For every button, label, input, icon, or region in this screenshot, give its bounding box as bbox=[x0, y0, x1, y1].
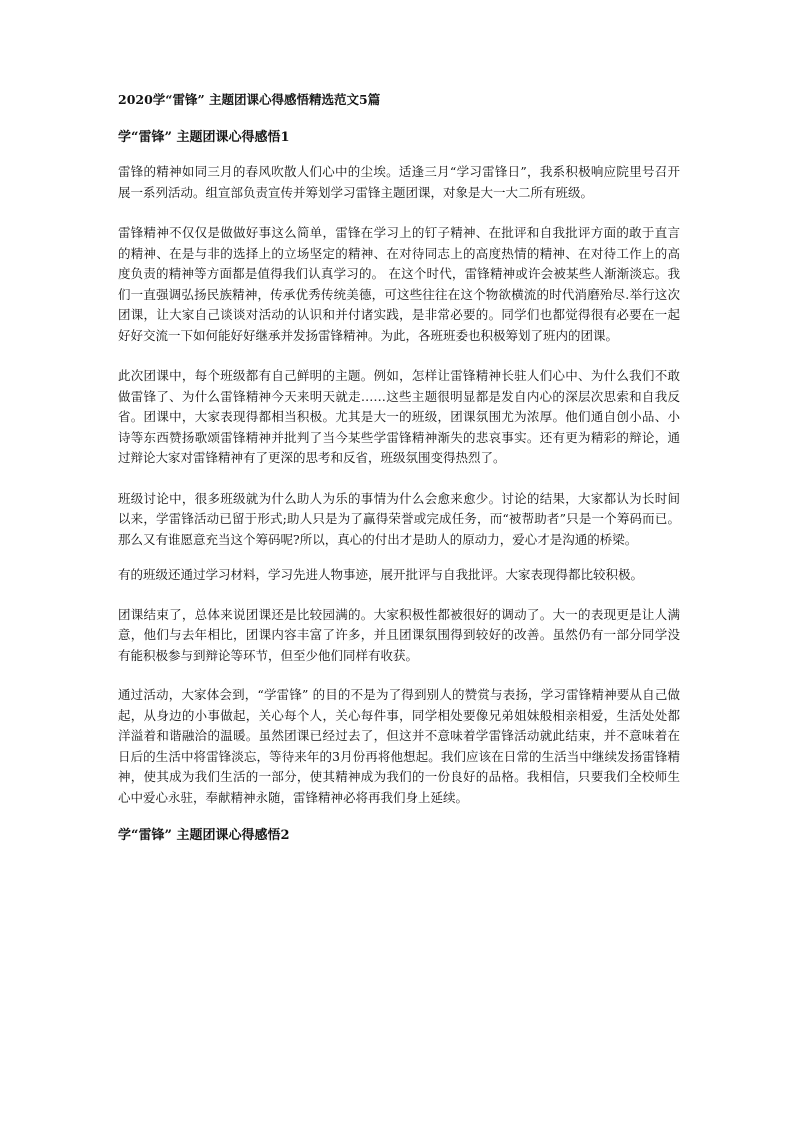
paragraph-1: 雷锋的精神如同三月的春风吹散人们心中的尘埃。适逢三月“学习雷锋日”，我系积极响应院里号召开展一系列活动。组宣部负责宣传并筹划学习雷锋主题团课，对象是大一大二所有班级。 bbox=[118, 164, 680, 200]
document-title: 2020学“雷锋” 主题团课心得感悟精选范文5篇 bbox=[118, 92, 381, 107]
paragraph-6: 团课结束了，总体来说团课还是比较园满的。大家积极性都被很好的调动了。大一的表现更是让人满意，他们与去年相比，团课内容丰富了许多，并且团课氛围得到较好的改善。虽然仍有一部分同学没有能积极参与到辩论等环节，但至少他们同样有收获。 bbox=[118, 606, 680, 663]
paragraph-3: 此次团课中，每个班级都有自己鲜明的主题。例如，怎样让雷锋精神长驻人们心中、为什么我们不敢做雷锋了、为什么雷锋精神今天来明天就走……这些主题很明显都是发自内心的深层次思索和自我反省。团课中，大家表现得都相当积极。尤其是大一的班级，团课氛围尤为浓厚。他们通自创小品、小诗等东西赞扬歌颂雷锋精神并批判了当今某些学雷锋精神渐失的悲哀事实。还有更为精彩的辩论，通过辩论大家对雷锋精神有了更深的思考和反省，班级氛围变得热烈了。 bbox=[118, 368, 680, 465]
document-page bbox=[118, 90, 680, 846]
paragraph-7: 通过活动，大家体会到，“学雷锋” 的目的不是为了得到别人的赞赏与表扬，学习雷锋精神要从自己做起，从身边的小事做起，关心每个人，关心每件事，同学相处要像兄弟姐妹般相亲相爱，生活处处都洋溢着和谐融洽的温暖。虽然团课已经过去了，但这并不意味着学雷锋活动就此结束，并不意味着在日后的生活中将雷锋淡忘，等待来年的3月份再将他想起。我们应该在日常的生活当中继续发扬雷锋精神，使其成为我们生活的一部分，使其精神成为我们的一份良好的品格。我相信，只要我们全校师生心中爱心永驻，奉献精神永随，雷锋精神必将再我们身上延续。 bbox=[118, 687, 680, 805]
paragraph-2: 雷锋精神不仅仅是做做好事这么简单，雷锋在学习上的钉子精神、在批评和自我批评方面的敢于直言的精神、在是与非的选择上的立场坚定的精神、在对待同志上的高度热情的精神、在对待工作上的高度负责的精神等方面都是值得我们认真学习的。 在这个时代，雷锋精神或许会被某些人渐渐淡忘。我们一直强调弘扬民族精神，传承优秀传统美德，可这些往往在这个物欲横流的时代消磨殆尽.举行这次团课，让大家自己谈谈对活动的认识和并付诸实践，是非常必要的。同学们也都觉得很有必要在一起好好交流一下如何能好好继承并发扬雷锋精神。为此，各班班委也积极筹划了班内的团课。 bbox=[118, 225, 680, 343]
paragraph-4: 班级讨论中，很多班级就为什么助人为乐的事情为什么会愈来愈少。讨论的结果，大家都认为长时间以来，学雷锋活动已留于形式;助人只是为了赢得荣誉或完成任务，而“被帮助者”只是一个筹码而已。那么又有谁愿意充当这个筹码呢?所以，真心的付出才是助人的原动力，爱心才是沟通的桥梁。 bbox=[118, 490, 680, 547]
paragraph-5: 有的班级还通过学习材料，学习先进人物事迹，展开批评与自我批评。大家表现得都比较积极。 bbox=[118, 567, 644, 582]
section-heading-1: 学“雷锋” 主题团课心得感悟1 bbox=[118, 130, 290, 145]
section-heading-2: 学“雷锋” 主题团课心得感悟2 bbox=[118, 828, 290, 843]
